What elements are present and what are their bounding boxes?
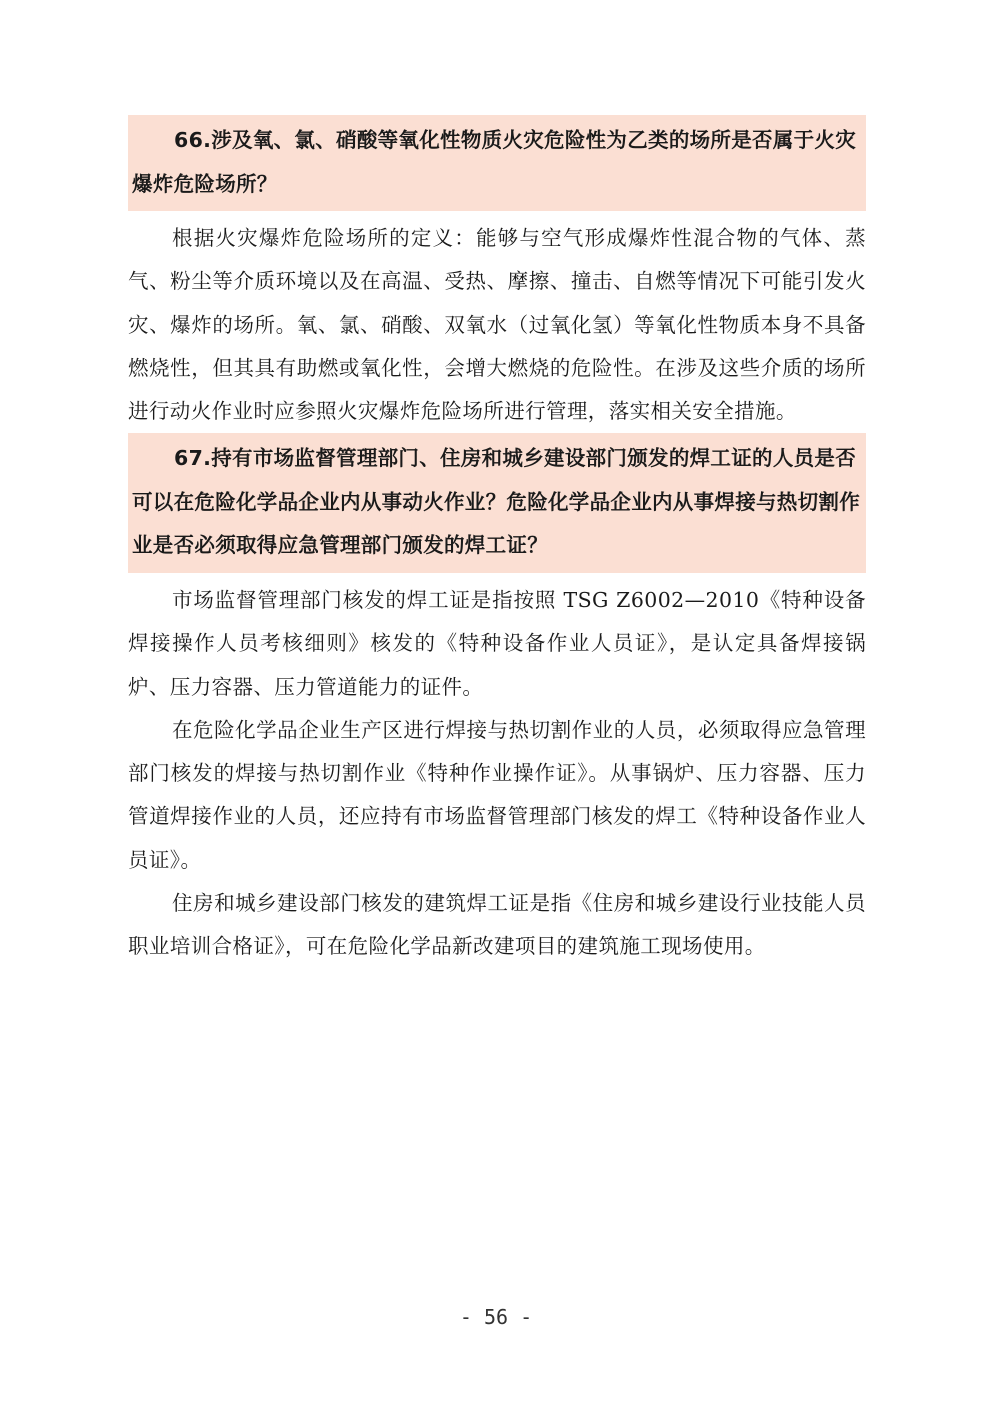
- page-number: - 56 -: [459, 1305, 533, 1329]
- page-content: [128, 115, 866, 969]
- answer-67-paragraph-1: 市场监督管理部门核发的焊工证是指按照 TSG Z6002—2010《特种设备焊接操作人员考核细则》核发的《特种设备作业人员证》，是认定具备焊接锅炉、压力容器、压力管道能力的证件。: [128, 587, 866, 699]
- answer-67-paragraph-2: 在危险化学品企业生产区进行焊接与热切割作业的人员，必须取得应急管理部门核发的焊接与热切割作业《特种作业操作证》。从事锅炉、压力容器、压力管道焊接作业的人员，还应持有市场监督管理部门核发的焊工《特种设备作业人员证》。: [128, 717, 866, 872]
- answer-66-paragraph-1: 根据火灾爆炸危险场所的定义：能够与空气形成爆炸性混合物的气体、蒸气、粉尘等介质环境以及在高温、受热、摩擦、撞击、自燃等情况下可能引发火灾、爆炸的场所。氧、氯、硝酸、双氧水（过氧化氢）等氧化性物质本身不具备燃烧性，但其具有助燃或氧化性，会增大燃烧的危险性。在涉及这些介质的场所进行动火作业时应参照火灾爆炸危险场所进行管理，落实相关安全措施。: [128, 226, 866, 424]
- answer-67-paragraph-3: 住房和城乡建设部门核发的建筑焊工证是指《住房和城乡建设行业技能人员职业培训合格证》，可在危险化学品新改建项目的建筑施工现场使用。: [128, 891, 866, 959]
- question-67: 67.持有市场监督管理部门、住房和城乡建设部门颁发的焊工证的人员是否可以在危险化学品企业内从事动火作业？危险化学品企业内从事焊接与热切割作业是否必须取得应急管理部门颁发的焊工证？: [128, 433, 866, 573]
- question-66: 66.涉及氧、氯、硝酸等氧化性物质火灾危险性为乙类的场所是否属于火灾爆炸危险场所？: [128, 115, 866, 211]
